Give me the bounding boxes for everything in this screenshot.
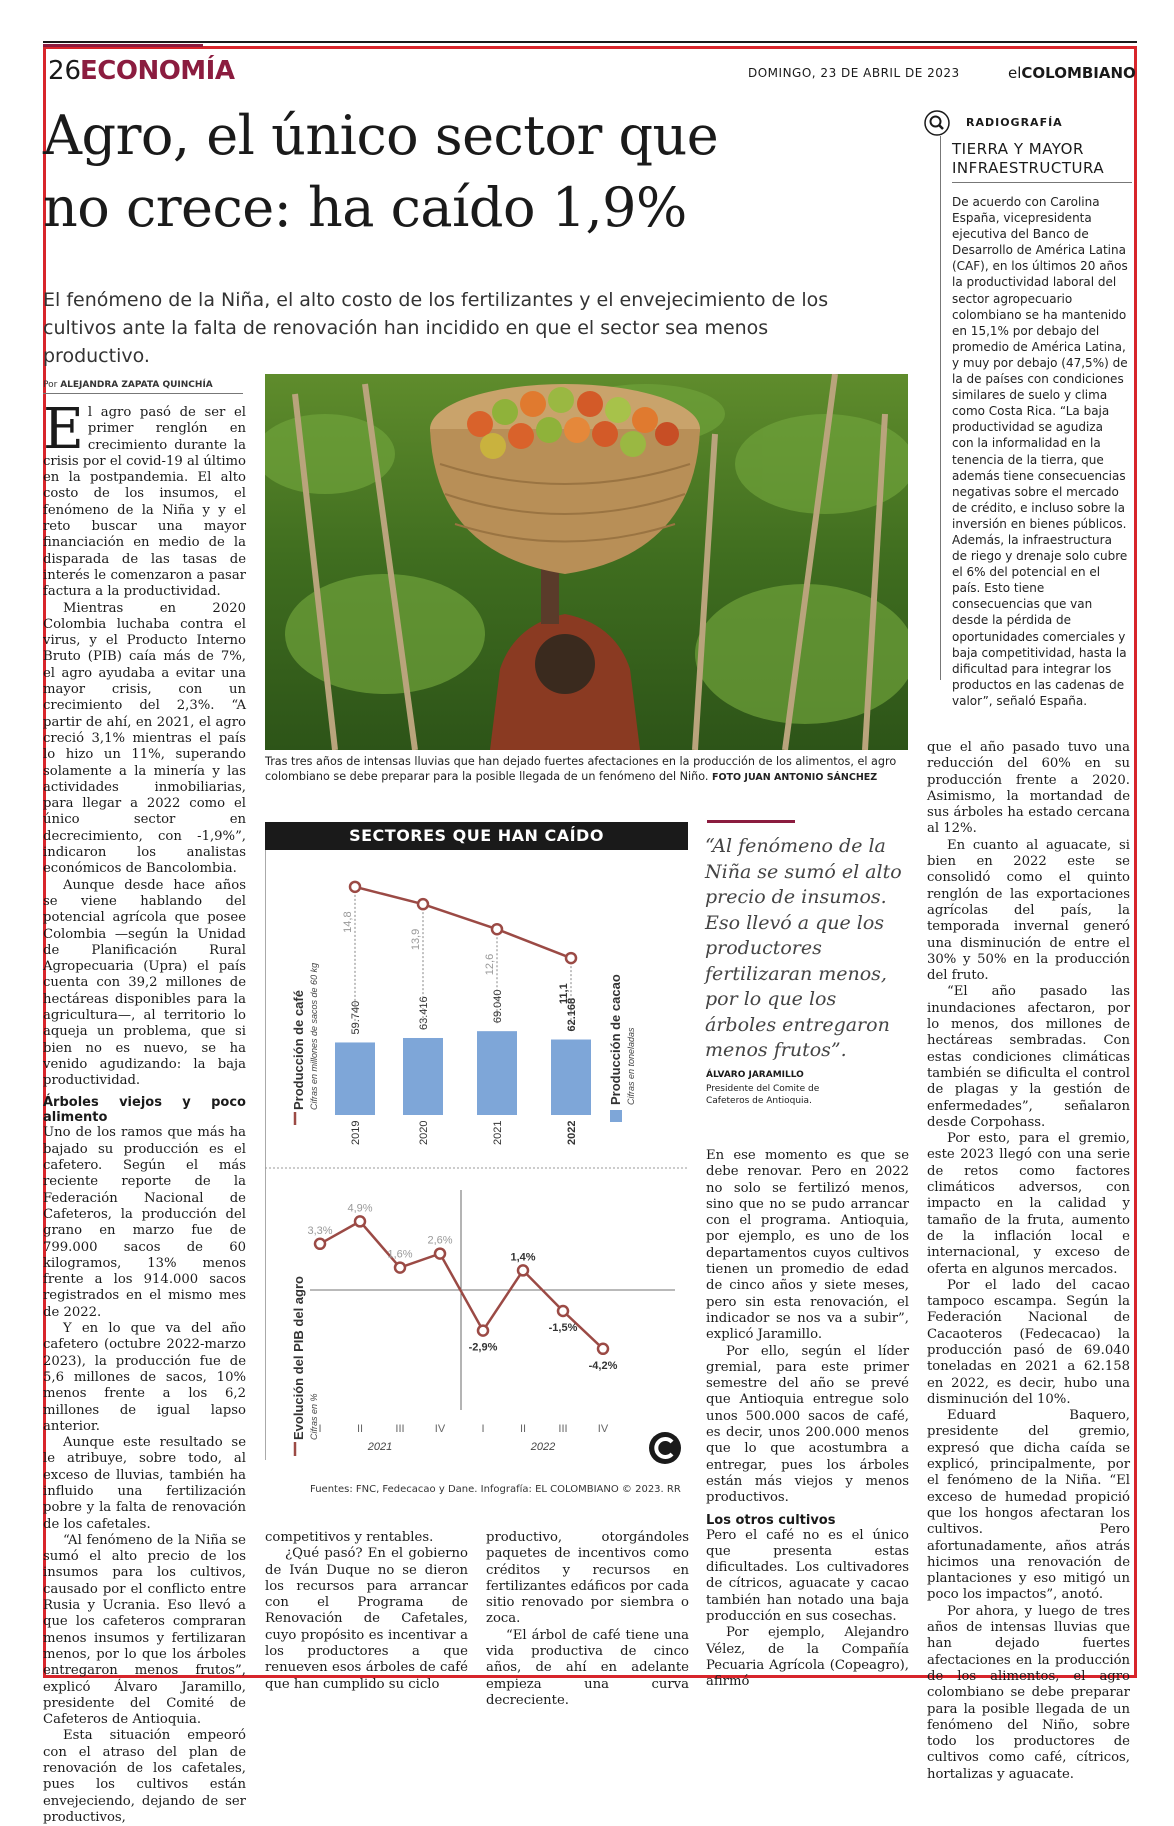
paragraph: Por ejemplo, Alejandro Vélez, de la Compañía Pecuaria Agrícola (Copeagro), afirmó bbox=[706, 1625, 909, 1690]
paragraph: Y en lo que va del año cafetero (octubre 2022-marzo 2023), la producción fue de 5,6 millones de sacos, 10% menos frente a los 6,2 millones de igual lapso anterior. bbox=[43, 1321, 246, 1434]
coffee-point-label: 11,1 bbox=[558, 983, 570, 1005]
photo-illustration bbox=[265, 374, 908, 750]
cacao-bar-label: 69.040 bbox=[492, 989, 504, 1024]
subhead: Los otros cultivos bbox=[706, 1512, 836, 1528]
brand-name: COLOMBIANO bbox=[1021, 64, 1136, 82]
el-colombiano-logo-icon bbox=[649, 1432, 681, 1464]
gdp-point bbox=[558, 1306, 568, 1316]
dropcap: E bbox=[43, 397, 84, 462]
headline-line-2: no crece: ha caído 1,9% bbox=[43, 176, 687, 239]
article-column-4 bbox=[706, 1148, 909, 1691]
infographic bbox=[265, 822, 688, 1500]
paragraph: “El árbol de café tiene una vida productiva de cinco años, de ahí en adelante empieza una curva decreciente. bbox=[486, 1627, 689, 1708]
cacao-axis-sublabel: Cifras en toneladas bbox=[626, 1027, 636, 1105]
gdp-point bbox=[435, 1249, 445, 1259]
gdp-point bbox=[395, 1263, 405, 1273]
sidebar-tag: RADIOGRAFÍA bbox=[966, 116, 1063, 129]
gdp-point-label: 3,3% bbox=[307, 1224, 333, 1237]
quote-role: Presidente del Comite de Cafeteros de Antioquia. bbox=[706, 1084, 820, 1106]
coffee-point-label: 13,9 bbox=[410, 928, 422, 951]
paragraph: productivo, otorgándoles paquetes de incentivos como créditos y recursos en fertilizantes edáficos por cada sitio renovado por siembra o zoca. bbox=[486, 1530, 689, 1627]
paragraph: “Al fenómeno de la Niña se sumó el alto precio de los insumos para los cultivos, causado por el conflicto entre Rusia y Ucrania. Eso llevó a que los cafeteros compraran menos insumos y fertilizaran menos, por lo que los árboles entregaron menos frutos”, explicó Álvaro Jaramillo, presidente del Comité de Cafeteros de Antioquia. bbox=[43, 1532, 246, 1728]
quarter-tick-label: I bbox=[481, 1423, 485, 1435]
sidebar-rule bbox=[940, 136, 941, 680]
quarter-tick-label: IV bbox=[434, 1423, 446, 1435]
quarter-tick-label: II bbox=[356, 1423, 364, 1435]
paragraph-text: l agro pasó de ser el primer renglón en crecimiento durante la crisis por el covid-19 al último en la postpandemia. El alto costo de los insumos, el fenómeno de la Niña y y el reto buscar una mayor financiación en medio de la disparada de las tasas de interés le comenzaron a pasar factura a la productividad. bbox=[43, 405, 246, 600]
year-tick-label: 2019 bbox=[350, 1120, 362, 1145]
article-column-1 bbox=[43, 397, 246, 1826]
cacao-bar bbox=[335, 1042, 375, 1115]
paragraph: En ese momento es que se debe renovar. Pero en 2022 no solo se fertilizó menos, sino que no se pudo arrancar con el programa. Antioquia, por ejemplo, es uno de los departamentos cuyos cultivos tienen un promedio de edad de cinco años y siete meses, pero sin esta renovación, el indicador se nos va a subir”, explicó Jaramillo. bbox=[706, 1148, 909, 1343]
quarter-tick-label: III bbox=[395, 1423, 405, 1435]
year-group-label: 2021 bbox=[367, 1441, 393, 1453]
paragraph: En cuanto al aguacate, si bien en 2022 este se consolidó como el quinto renglón de las exportaciones agrícolas del país, la temporada invernal generó una disminución de entre el 30% y 50% en la producción del fruto. bbox=[927, 837, 1130, 984]
paragraph: Aunque este resultado se le atribuye, sobre todo, al exceso de lluvias, también ha influido una fertilización pobre y la falta de renovación de los cafetales. bbox=[43, 1435, 246, 1532]
gdp-axis-sublabel: Cifras en % bbox=[309, 1393, 319, 1440]
quote-accent-rule bbox=[707, 820, 795, 823]
paragraph: Mientras en 2020 Colombia luchaba contra el virus, y el Producto Interno Bruto (PIB) caía más de 7%, el agro ayudaba a evitar una mayor crisis, con un crecimiento del 2,3%. “A partir de ahí, en 2021, el agro creció 3,1% mientras el país lo hizo un 11%, superando solamente a la minería y las actividades inmobiliarias, para llegar a 2022 como el único sector en decrecimiento, con -1,9%”, indicaron los analistas económicos de Bancolombia. bbox=[43, 600, 246, 877]
headline-line-1: Agro, el único sector que bbox=[43, 104, 719, 167]
page-number: 26 bbox=[48, 56, 82, 86]
section-name: ECONOMÍA bbox=[80, 56, 235, 86]
gdp-point-label: 1,4% bbox=[510, 1251, 536, 1264]
paragraph: que el año pasado tuvo una reducción del 60% en su producción frente a 2020. Asimismo, la mortandad de sus árboles ha estado cercana al 12%. bbox=[927, 740, 1130, 837]
gdp-point bbox=[518, 1265, 528, 1275]
issue-date: DOMINGO, 23 DE ABRIL DE 2023 bbox=[748, 66, 960, 80]
paragraph: Eduard Baquero, presidente del gremio, expresó que dicha caída se explicó, principalmente, por el fenómeno de la Niña. “El exceso de humedad propició que los hongos afectaran los cultivos. Pero afortunadamente, años atrás hicimos una renovación de plantaciones y eso mitigó un poco los impactos”, anotó. bbox=[927, 1408, 1130, 1603]
gdp-point-label: -2,9% bbox=[468, 1341, 498, 1354]
infographic-title: SECTORES QUE HAN CAÍDO bbox=[265, 822, 688, 850]
photo-credit: FOTO JUAN ANTONIO SÁNCHEZ bbox=[711, 772, 878, 783]
coffee-point bbox=[566, 953, 576, 963]
coffee-line bbox=[355, 887, 571, 958]
infographic-sources: Fuentes: FNC, Fedecacao y Dane. Infografía: EL COLOMBIANO © 2023. RR bbox=[310, 1484, 681, 1495]
cacao-bar bbox=[477, 1031, 517, 1115]
quarter-tick-label: IV bbox=[597, 1423, 609, 1435]
cacao-axis-label: Producción de cacao bbox=[608, 974, 623, 1105]
section-accent-rule bbox=[43, 44, 203, 47]
infographic-charts bbox=[265, 850, 688, 1500]
byline bbox=[43, 380, 213, 390]
cacao-bar-label: 62.168 bbox=[566, 997, 578, 1032]
coffee-point bbox=[418, 899, 428, 909]
gdp-point bbox=[315, 1239, 325, 1249]
gdp-axis-label: Evolución del PIB del agro bbox=[291, 1276, 306, 1440]
sidebar-title-rule bbox=[952, 182, 1132, 183]
article-column-3 bbox=[486, 1530, 689, 1709]
deck: El fenómeno de la Niña, el alto costo de los fertilizantes y el envejecimiento de los cultivos ante la falta de renovación han incidido en que el sector sea menos productivo. bbox=[43, 289, 829, 367]
brand-prefix: el bbox=[1008, 64, 1022, 82]
caption-text: Tras tres años de intensas lluvias que han dejado fuertes afectaciones en la producción de los alimentos, el agro colombiano se debe preparar para la posible llegada de un fenómeno del Niño. bbox=[265, 755, 897, 783]
magnifier-icon bbox=[924, 110, 950, 136]
paragraph: ¿Qué pasó? En el gobierno de Iván Duque no se dieron los recursos para arrancar con el Programa de Renovación de Cafetales, cuyo propósito es incentivar a los productores a que renueven esos árboles de café que han cumplido su ciclo bbox=[265, 1546, 468, 1692]
paragraph: Por el lado del cacao tampoco escampa. Según la Federación Nacional de Cacaoteros (Fedecacao) la producción pasó de 69.040 toneladas en 2021 a 62.158 en 2022, es decir, hubo una disminución del 10%. bbox=[927, 1277, 1130, 1407]
paragraph bbox=[43, 397, 246, 601]
pull-quote: “Al fenómeno de la Niña se sumó el alto precio de insumos. Eso llevó a que los productores fertilizaran menos, por lo que los árboles entregaron menos frutos”. bbox=[705, 835, 902, 1061]
article-column-5 bbox=[927, 740, 1130, 1783]
byline-author: ALEJANDRA ZAPATA QUINCHÍA bbox=[60, 380, 213, 390]
gdp-point-label: 2,6% bbox=[427, 1234, 453, 1247]
sidebar-title: TIERRA Y MAYOR INFRAESTRUCTURA bbox=[952, 140, 1105, 177]
gdp-point-label: 1,6% bbox=[387, 1248, 413, 1261]
gdp-point-label: 4,9% bbox=[347, 1202, 373, 1215]
cacao-bar-label: 59.740 bbox=[350, 1000, 362, 1035]
farmer-tomato-basket-photo bbox=[265, 374, 908, 750]
coffee-point-label: 14,8 bbox=[342, 911, 354, 933]
coffee-point bbox=[350, 882, 360, 892]
cacao-legend-swatch bbox=[610, 1110, 622, 1122]
quote-author: ÁLVARO JARAMILLO bbox=[706, 1070, 804, 1080]
byline-rule bbox=[43, 393, 243, 394]
gdp-point bbox=[598, 1344, 608, 1354]
coffee-point bbox=[492, 924, 502, 934]
paragraph: Por esto, para el gremio, este 2023 llegó con una serie de retos como factores climáticos adversos, con impacto en la calidad y tamaño de la fruta, aumento de la inflación local e internacional, y exceso de oferta en algunos mercados. bbox=[927, 1131, 1130, 1277]
coffee-axis-sublabel: Cifras en millones de sacos de 60 kg bbox=[309, 962, 319, 1110]
paragraph: “El año pasado las inundaciones afectaron, por lo menos, dos millones de hectáreas sembradas. Con estas condiciones climáticas también se dificulta el control de plagas y la gestión de enfermedades”, señalaron desde Corpohass. bbox=[927, 984, 1130, 1130]
paragraph: Por ello, según el líder gremial, para este primer semestre del año se prevé que Antioquia entregue solo unos 500.000 sacos de café, es decir, unos 200.000 menos que lo que acostumbra a entregar, pues los árboles están más viejos y menos productivos. bbox=[706, 1343, 909, 1506]
byline-prefix: Por bbox=[43, 380, 58, 390]
cacao-bar-label: 63.416 bbox=[418, 996, 430, 1030]
photo-caption bbox=[265, 754, 910, 785]
subhead: Árboles viejos y poco alimento bbox=[43, 1095, 246, 1126]
cacao-bar bbox=[403, 1038, 443, 1115]
paragraph: Pero el café no es el único que presenta estas dificultades. Los cultivadores de cítricos, aguacate y cacao también han notado una baja producción en sus cosechas. bbox=[706, 1527, 909, 1625]
quarter-tick-label: I bbox=[318, 1423, 322, 1435]
gdp-point bbox=[355, 1216, 365, 1226]
top-rule bbox=[43, 41, 1137, 43]
coffee-axis-label: Producción de café bbox=[291, 990, 306, 1110]
gdp-point-label: -1,5% bbox=[548, 1322, 578, 1334]
paragraph: Aunque desde hace años se viene hablando del potencial agrícola que posee Colombia —según la Unidad de Planificación Rural Agropecuaria (Upra) el país cuenta con 39,2 millones de hectáreas disponibles para la agricultura—, al territorio lo aqueja un problema, que si bien no es nuevo, se ha venido agudizando: la baja productividad. bbox=[43, 877, 246, 1089]
year-tick-label: 2022 bbox=[566, 1120, 578, 1145]
headline bbox=[43, 100, 863, 244]
quarter-tick-label: III bbox=[558, 1423, 568, 1435]
year-tick-label: 2020 bbox=[418, 1120, 430, 1145]
coffee-point-label: 12,6 bbox=[484, 953, 496, 976]
quarter-tick-label: II bbox=[519, 1423, 527, 1435]
cacao-bar bbox=[551, 1040, 591, 1115]
year-tick-label: 2021 bbox=[492, 1120, 504, 1145]
newspaper-logo bbox=[1008, 64, 1136, 82]
paragraph: Uno de los ramos que más ha bajado su producción es el cafetero. Según el más reciente reporte de la Federación Nacional de Cafeteros, la producción del grano en marzo fue de 799.000 sacos de 60 kilogramos, 13% menos frente a los 914.000 sacos registrados en el mismo mes de 2022. bbox=[43, 1125, 246, 1320]
gdp-point bbox=[478, 1326, 488, 1336]
article-column-2 bbox=[265, 1530, 468, 1693]
paragraph: competitivos y rentables. bbox=[265, 1530, 434, 1545]
sidebar-body: De acuerdo con Carolina España, vicepresidenta ejecutiva del Banco de Desarrollo de América Latina (CAF), en los últimos 20 años la productividad laboral del sector agropecuario colombiano se ha mantenido en 15,1% por debajo del promedio de América Latina, y muy por debajo (47,5%) de la de países con condiciones similares de suelo y clima como Costa Rica. “La baja productividad se agudiza con la informalidad en la tenencia de la tierra, que además tiene consecuencias negativas sobre el mercado de crédito, e incluso sobre la inversión en bienes públicos. Además, la infraestructura de riego y drenaje solo cubre el 6% del potencial en el país. Esto tiene consecuencias que van desde la pérdida de oportunidades comerciales y baja competitividad, hasta la dificultad para integrar los productos en las cadenas de valor”, señaló España. bbox=[952, 195, 1128, 708]
year-group-label: 2022 bbox=[530, 1441, 556, 1453]
paragraph: Por ahora, y luego de tres años de intensas lluvias que han dejado fuertes afectaciones en la producción de los alimentos, el agro colombiano se debe preparar para la posible llegada de un fenómeno del Niño, sobre todo los productores de cultivos como café, cítricos, hortalizas y aguacate. bbox=[927, 1603, 1130, 1782]
paragraph: Esta situación empeoró con el atraso del plan de renovación de los cafetales, pues los cultivos están envejeciendo, dejando de ser productivos, bbox=[43, 1728, 246, 1825]
gdp-point-label: -4,2% bbox=[588, 1359, 618, 1372]
